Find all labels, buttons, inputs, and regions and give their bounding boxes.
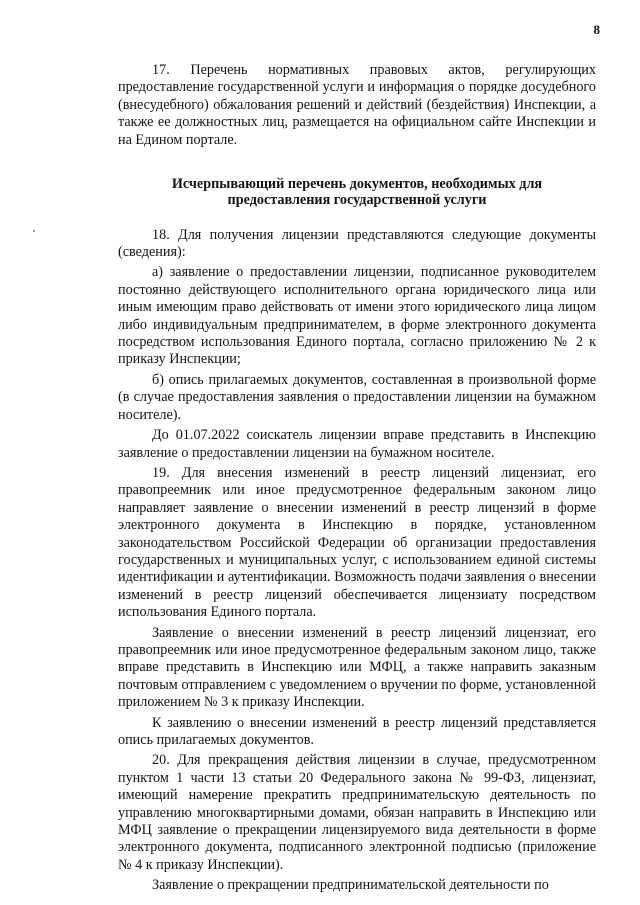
section-heading: Исчерпывающий перечень документов, необходимых для предоставления государственной услуги — [171, 176, 543, 208]
document-body — [118, 62, 596, 895]
paragraph-18-b: б) опись прилагаемых документов, составленная в произвольной форме (в случае предоставления заявления о предоставлении лицензии на бумажном носителе). — [118, 371, 596, 423]
scan-speck — [33, 230, 35, 232]
paragraph-17: 17. Перечень нормативных правовых актов, регулирующих предоставление государственной услуги и информация о порядке досудебного (внесудебного) обжалования решений и действий (бездействия) Инспекции, а также ее должностных лиц, размещается на официальном сайте Инспекции и на Едином портале. — [118, 62, 596, 148]
paragraph-20-b: Заявление о прекращении предпринимательской деятельности по — [152, 877, 549, 894]
paragraph-20: 20. Для прекращения действия лицензии в случае, предусмотренном пунктом 1 части 13 статьи 20 Федерального закона № 99-ФЗ, лицензиат, имеющий намерение прекратить предпринимательскую деятельность по управлению многоквартирными домами, обязан направить в Инспекцию или МФЦ заявление о прекращении лицензируемого вида деятельности в форме электронного документа, подписанного электронной подписью (приложение № 4 к приказу Инспекции). — [118, 752, 596, 873]
paragraph-19-b: Заявление о внесении изменений в реестр лицензий лицензиат, его правопреемник или иное предусмотренное федеральным законом лицо, также вправе представить в Инспекцию или МФЦ, а также направить заказным почтовым отправлением с уведомлением о вручении по форме, установленной приложением № 3 к приказу Инспекции. — [118, 624, 596, 711]
paragraph-19-c: К заявлению о внесении изменений в реестр лицензий представляется опись прилагаемых документов. — [118, 714, 596, 748]
page-number: 8 — [593, 22, 600, 37]
paragraph-18: 18. Для получения лицензии представляются следующие документы (сведения): — [118, 226, 596, 261]
paragraph-19: 19. Для внесения изменений в реестр лицензий лицензиат, его правопреемник или иное предусмотренное федеральным законом лицо направляет заявление о внесении изменений в реестр лицензий в форме электронного документа в Инспекцию в порядке, установленном законодательством Российской Федерации об организации предоставления государственных и муниципальных услуг, с использованием единой системы идентификации и аутентификации. Возможность подачи заявления о внесении изменений в реестр лицензий обеспечивается лицензиату посредством использования Единого портала. — [118, 464, 596, 621]
paragraph-18-note: До 01.07.2022 соискатель лицензии вправе представить в Инспекцию заявление о предоставлении лицензии на бумажном носителе. — [118, 427, 596, 461]
paragraph-18-a: а) заявление о предоставлении лицензии, подписанное руководителем постоянно действующего исполнительного органа юридического лица или иным имеющим право действовать от имени этого юридического лица лицом либо индивидуальным предпринимателем, в форме электронного документа посредством использования Единого портала, согласно приложению № 2 к приказу Инспекции; — [118, 264, 596, 368]
